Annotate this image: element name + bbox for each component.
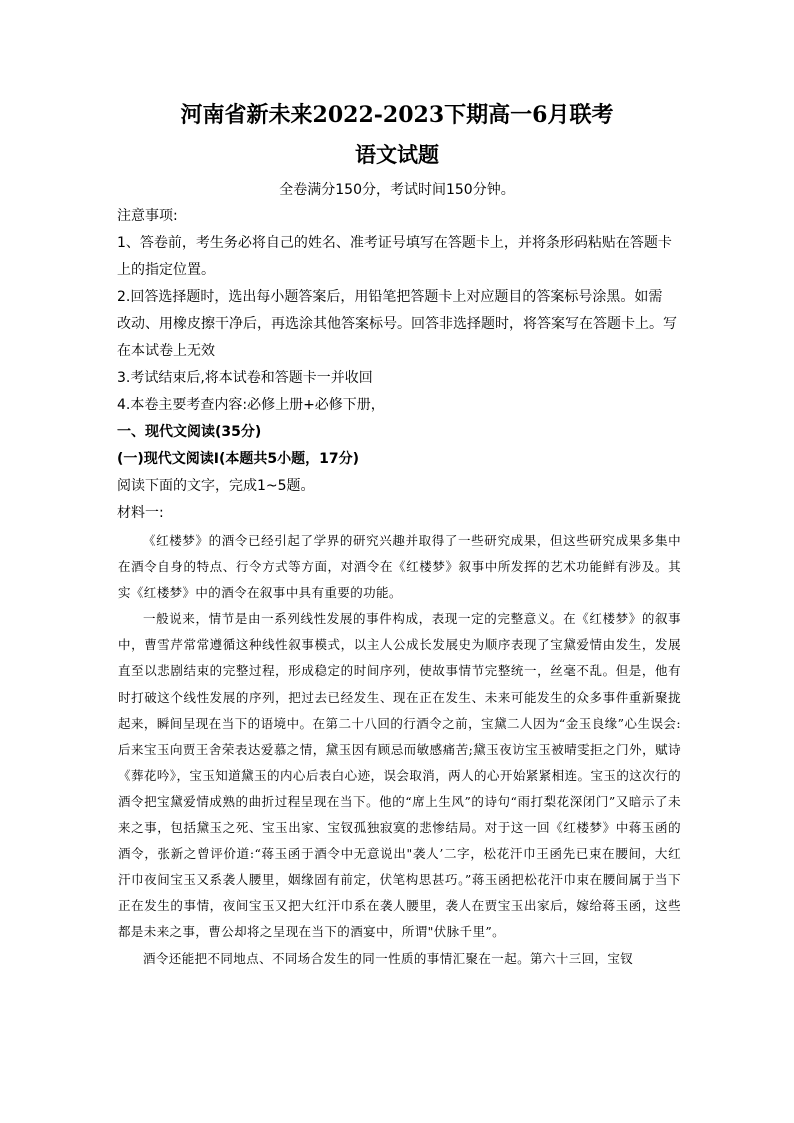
material-label: 材料一: bbox=[117, 505, 164, 521]
exam-info: 全卷满分150分，考试时间150分钟。 bbox=[279, 182, 515, 198]
note-item-1-line-1: 1、答卷前，考生务必将自己的姓名、准考证号填写在答题卡上，并将条形码粘贴在答题卡 bbox=[117, 235, 672, 251]
note-item-2-line-3: 在本试卷上无效 bbox=[117, 343, 215, 359]
reading-instruction: 阅读下面的文字，完成1~5题。 bbox=[117, 478, 315, 494]
material-paragraph-2: 一般说来，情节是由一系列线性发展的事件构成，表现一定的完整意义。在《红楼梦》的叙事中，曹雪芹常常遵循这种线性叙事模式，以主人公成长发展史为顺序表现了宝黛爱情由发生，发展直至以悲剧结束的完整过程，形成稳定的时间序列，使故事情节完整统一，丝毫不乱。但是，他有时打破这个线性发展的序列，把过去已经发生、现在正在发生、未来可能发生的众多事件重新聚拢起来，瞬间呈现在当下的语境中。在第二十八回的行酒令之前，宝黛二人因为“金玉良缘”心生误会:后来宝玉向贾王舍荣表达爱慕之情，黛玉因有顾忌而敏感痛苦;黛玉夜访宝玉被晴雯拒之门外，赋诗《葬花吟》，宝玉知道黛玉的内心后表白心迹，误会取消，两人的心开始紧紧相连。宝玉的这次行的酒令把宝黛爱情成熟的曲折过程呈现在当下。他的“席上生风”的诗句“雨打梨花深闭门”又暗示了未来之事，包括黛玉之死、宝玉出家、宝钗孤独寂寞的悲惨结局。对于这一回《红楼梦》中蒋玉函的酒令，张新之曾评价道:“蒋玉函于酒令中无意说出"袭人’二字，松花汗巾王函先已束在腰间，大红汗巾夜间宝玉又系袭人腰里，姻缘固有前定，伏笔构思甚巧。”蒋玉函把松花汗巾束在腰间属于当下正在发生的事情，夜间宝玉又把大红汗巾系在袭人腰里，袭人在贾宝玉出家后，嫁给蒋玉函，这些都是未来之事，曹公却将之呈现在当下的酒宴中，所谓"伏脉千里”。 bbox=[118, 611, 681, 940]
material-text bbox=[118, 528, 681, 972]
note-item-1-line-2: 上的指定位置。 bbox=[117, 262, 215, 278]
exam-title: 河南省新未来2022-2023下期高一6月联考 bbox=[180, 102, 614, 128]
note-item-2-line-1: 2.回答选择题时，选出每小题答案后，用铅笔把答题卡上对应题目的答案标号涂黑。如需 bbox=[117, 289, 663, 305]
note-item-2-line-2: 改动、用橡皮擦干净后，再选涂其他答案标号。回答非选择题时，将答案写在答题卡上。写 bbox=[117, 316, 677, 332]
section-heading: 一、现代文阅读(35分) bbox=[117, 424, 262, 440]
subsection-heading: (一)现代文阅读I(本题共5小题，17分) bbox=[117, 451, 360, 467]
material-paragraph-1: 《红楼梦》的酒令已经引起了学界的研究兴趣并取得了一些研究成果，但这些研究成果多集中在酒令自身的特点、行令方式等方面，对酒令在《红楼梦》叙事中所发挥的艺术功能鲜有涉及。其实《红楼梦》中的酒令在叙事中具有重要的功能。 bbox=[118, 533, 681, 601]
note-item-4: 4.本卷主要考查内容:必修上册+必修下册， bbox=[117, 397, 385, 413]
material-paragraph-3: 酒令还能把不同地点、不同场合发生的同一性质的事情汇聚在一起。第六十三回，宝钗 bbox=[143, 950, 634, 966]
note-item-3: 3.考试结束后,将本试卷和答题卡一并收回 bbox=[117, 370, 373, 386]
notes-heading: 注意事项: bbox=[117, 208, 178, 224]
subject-title: 语文试题 bbox=[355, 142, 439, 167]
